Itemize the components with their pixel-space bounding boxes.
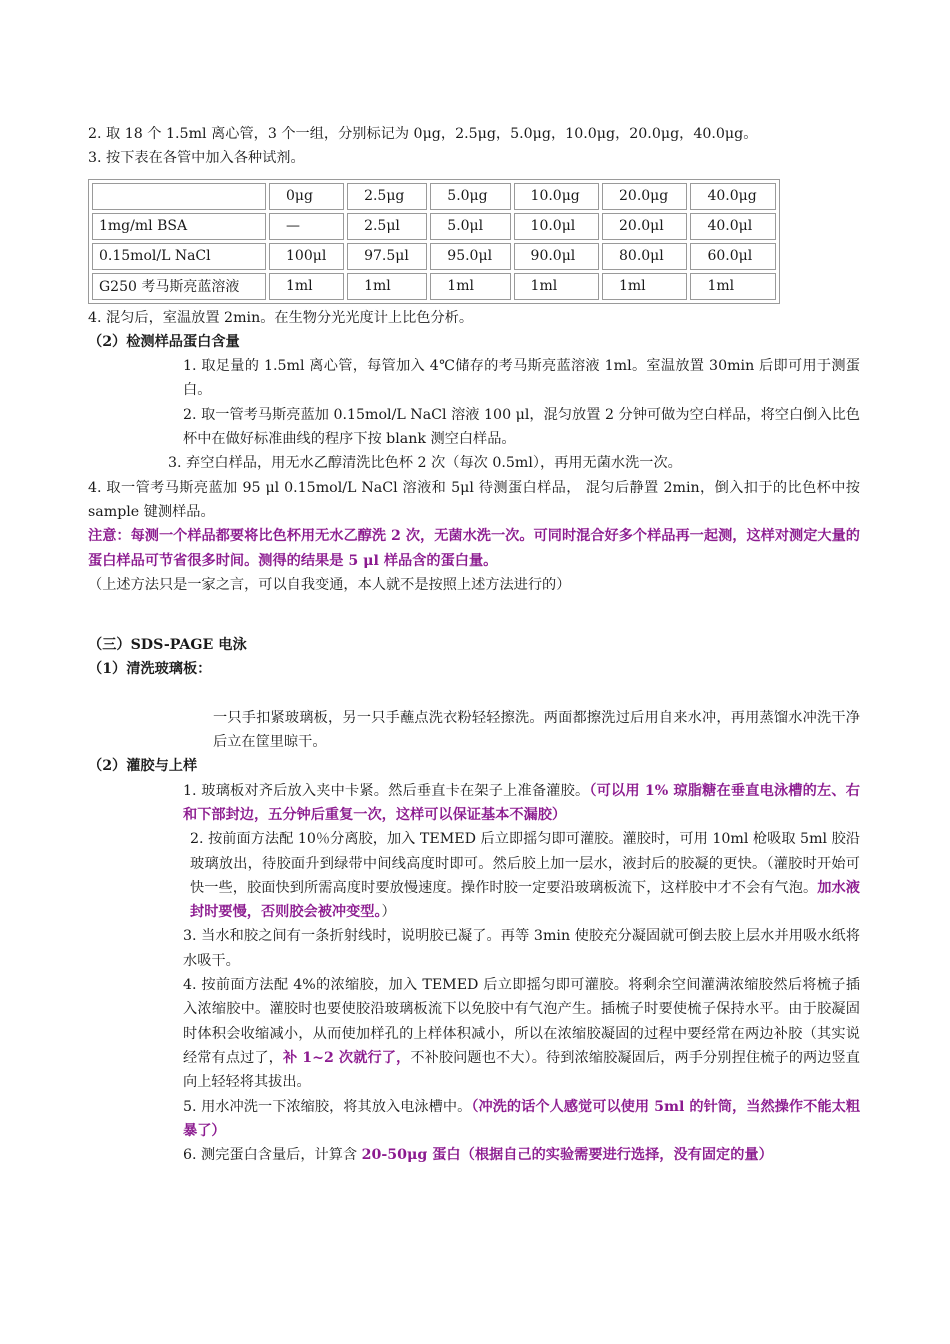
text-run: 2. 按前面方法配 10％分离胶，加入 TEMED 后立即摇匀即可灌胶。灌胶时，可用 10ml 枪吸取 5ml 胶沿玻璃放出，待胶面升到绿带中间线高度时即可。然后胶上加一层水，液封后的胶凝的更快。（灌胶时开始可快一些，胶面快到所需高度时要放慢速度。操作时胶一定要沿玻璃板流下，这样胶中才不会有气泡。	[190, 831, 860, 896]
table-cell: 1ml	[430, 273, 510, 300]
text-run: ）	[381, 904, 396, 921]
paragraph	[88, 827, 860, 924]
table-cell: 5.0μl	[430, 213, 510, 240]
spacer	[88, 682, 860, 706]
table-cell: 60.0μl	[690, 243, 776, 270]
spacer	[88, 597, 860, 633]
paragraph: 3. 弃空白样品，用无水乙醇清洗比色杯 2 次（每次 0.5ml），再用无菌水洗一次。	[168, 455, 682, 472]
table-header-cell: 2.5μg	[347, 183, 427, 210]
table-header-row	[92, 183, 776, 210]
subsection-heading: （1）清洗玻璃板：	[88, 661, 212, 678]
table-cell: 40.0μl	[690, 213, 776, 240]
step-3-text: 3. 按下表在各管中加入各种试剂。	[88, 150, 305, 167]
table-cell: 1ml	[269, 273, 344, 300]
table-header-cell: 20.0μg	[602, 183, 687, 210]
subsection-heading: （2）灌胶与上样	[88, 758, 198, 775]
table-cell: —	[269, 213, 344, 240]
paragraph: 2. 取一管考马斯亮蓝加 0.15mol/L NaCl 溶液 100 μl，混匀放置 2 分钟可做为空白样品，将空白倒入比色杯中在做好标准曲线的程序下按 blank 测空白样品。	[183, 406, 860, 448]
section-heading: （2）检测样品蛋白含量	[88, 333, 240, 350]
paragraph: 1. 取足量的 1.5ml 离心管，每管加入 4℃储存的考马斯亮蓝溶液 1ml。室温放置 30min 后即可用于测蛋白。	[183, 358, 860, 399]
table-cell: 1ml	[602, 273, 687, 300]
paragraph	[88, 779, 860, 828]
text-run: 不补胶问题也不大）。待到浓缩胶凝固后，两手分别捏住梳子的两边竖直向上轻轻将其拔出。	[183, 1049, 860, 1091]
table-cell: 10.0μl	[514, 213, 599, 240]
text-run: 1. 玻璃板对齐后放入夹中卡紧。然后垂直卡在架子上准备灌胶。	[183, 782, 590, 799]
document-page	[88, 122, 860, 1167]
table-row	[92, 213, 776, 240]
table-cell: 1ml	[690, 273, 776, 300]
paragraph: 一只手扣紧玻璃板，另一只手蘸点洗衣粉轻轻擦洗。两面都擦洗过后用自来水冲，再用蒸馏水冲洗干净后立在筐里晾干。	[213, 709, 860, 751]
highlight-text: （可以用 1% 琼脂糖在垂直电泳槽的左、右和下部封边，五分钟后重复一次，这样可以保证基本不漏胶）	[183, 782, 860, 823]
table-row-label: 0.15mol/L NaCl	[92, 243, 266, 270]
remark-text: （上述方法只是一家之言，可以自我变通，本人就不是按照上述方法进行的）	[88, 576, 571, 593]
highlight-text: 补 1~2 次就行了，	[282, 1049, 411, 1066]
table-cell: 1ml	[514, 273, 599, 300]
step-2-text: 2. 取 18 个 1.5ml 离心管，3 个一组，分别标记为 0μg，2.5μg，5.0μg，10.0μg，20.0μg，40.0μg。	[88, 126, 758, 142]
table-cell: 20.0μl	[602, 213, 687, 240]
table-header-cell: 0μg	[269, 183, 344, 210]
table-cell: 1ml	[347, 273, 427, 300]
table-header-cell: 40.0μg	[690, 183, 776, 210]
highlight-text: （冲洗的话个人感觉可以使用 5ml 的针筒，当然操作不能太粗暴了）	[183, 1098, 860, 1139]
table-cell: 97.5μl	[347, 243, 427, 270]
text-run: 5. 用水冲洗一下浓缩胶，将其放入电泳槽中。	[183, 1098, 472, 1115]
table-cell: 90.0μl	[514, 243, 599, 270]
reagent-table	[88, 179, 780, 304]
table-cell: 2.5μl	[347, 213, 427, 240]
table-cell: 80.0μl	[602, 243, 687, 270]
section-heading: （三）SDS-PAGE 电泳	[88, 637, 247, 654]
paragraph: 3. 当水和胶之间有一条折射线时，说明胶已凝了。再等 3min 使胶充分凝固就可倒去胶上层水并用吸水纸将水吸干。	[183, 928, 860, 969]
step-4-text: 4. 混匀后，室温放置 2min。在生物分光光度计上比色分析。	[88, 309, 474, 326]
highlight-text: （根据自己的实验需要进行选择，没有固定的量）	[460, 1147, 773, 1164]
table-header-cell: 5.0μg	[430, 183, 510, 210]
paragraph	[88, 973, 860, 1094]
table-cell	[92, 183, 266, 210]
table-row-label: 1mg/ml BSA	[92, 213, 266, 240]
note-text: 注意：每测一个样品都要将比色杯用无水乙醇洗 2 次，无菌水洗一次。可同时混合好多个样品再一起测，这样对测定大量的蛋白样品可节省很多时间。测得的结果是 5 μl 样品含的蛋白量。	[88, 528, 860, 569]
text-run: 4. 按前面方法配 4%的浓缩胶，加入 TEMED 后立即摇匀即可灌胶。将剩余空间灌满浓缩胶然后将梳子插入浓缩胶中。灌胶时也要使胶沿玻璃板流下以免胶中有气泡产生。插梳子时要使梳子保持水平。由于胶凝固时体积会收缩减小，从而使加样孔的上样体积减小，所以在浓缩胶凝固的过程中要经常在两边补胶（其实说经常有点过了，	[183, 977, 860, 1066]
table-row-label: G250 考马斯亮蓝溶液	[92, 273, 266, 300]
table-cell: 100μl	[269, 243, 344, 270]
highlight-text: 加水液封时要慢，否则胶会被冲变型。	[190, 879, 860, 921]
table-header-cell: 10.0μg	[514, 183, 599, 210]
table-row	[92, 273, 776, 300]
paragraph	[88, 1143, 860, 1167]
highlight-text: 20-50μg 蛋白	[361, 1147, 461, 1164]
table-cell: 95.0μl	[430, 243, 510, 270]
paragraph	[88, 1095, 860, 1144]
table-row	[92, 243, 776, 270]
paragraph: 4. 取一管考马斯亮蓝加 95 μl 0.15mol/L NaCl 溶液和 5μl 待测蛋白样品， 混匀后静置 2min，倒入扣于的比色杯中按 sample 键测样品。	[88, 479, 860, 520]
text-run: 6. 测完蛋白含量后，计算含	[183, 1147, 362, 1164]
